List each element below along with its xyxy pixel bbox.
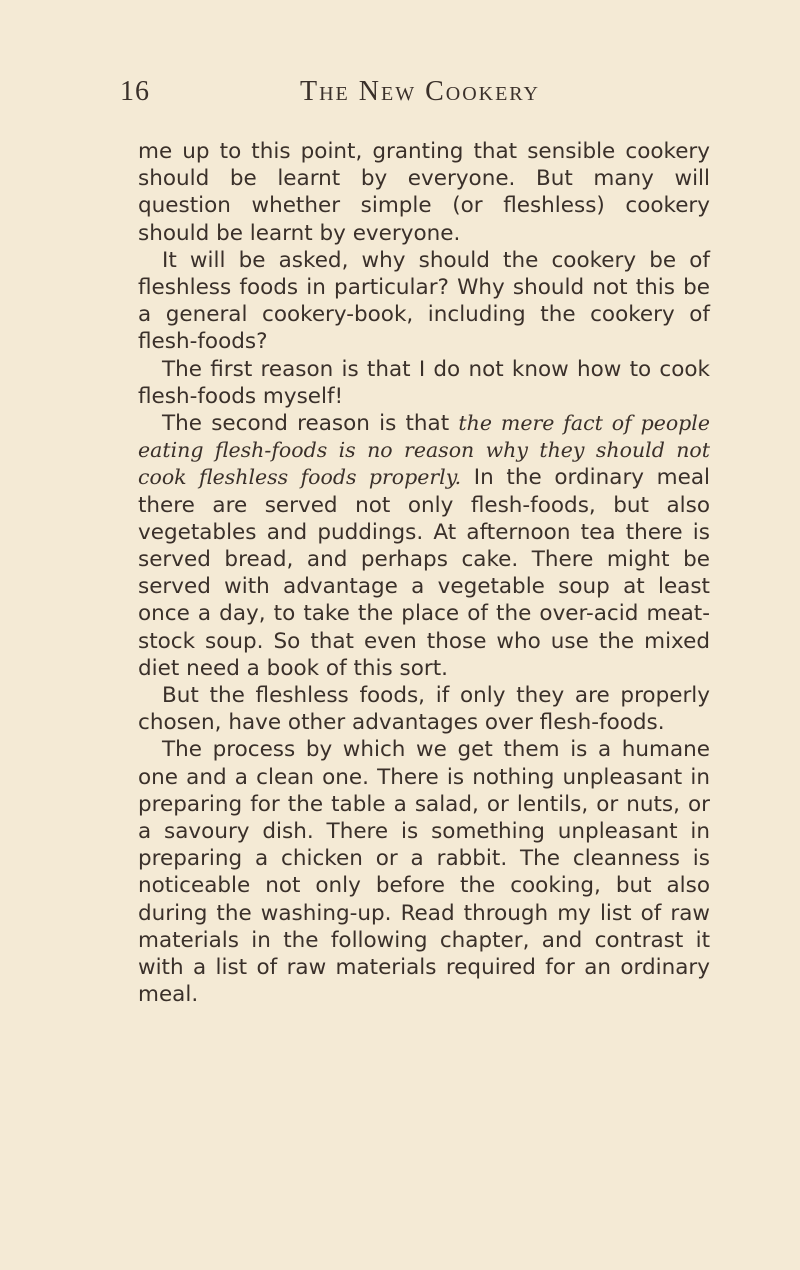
running-title: The New Cookery [300, 76, 540, 107]
body-text [138, 138, 710, 1009]
paragraph-1: me up to this point, granting that sensible cookery should be learnt by everyone. But many will question whether simple (or fleshless) cookery should be learnt by everyone. [138, 139, 710, 246]
paragraph-4 [138, 410, 710, 682]
paragraph-4-emphasis: the mere fact of people eating flesh-foods is no reason why they should not cook fleshless foods properly. [138, 411, 710, 490]
paragraph-2: It will be asked, why should the cookery be of fleshless foods in particular? Why should not this be a general cookery-book, including the cookery of flesh-foods? [138, 247, 710, 355]
paragraph-4-rest: In the ordinary meal there are served not only flesh-foods, but also vegetables and puddings. At afternoon tea there is served bread, and perhaps cake. There might be served with advantage a vegetable soup at least once a day, to take the place of the over-acid meat-stock soup. So that even those who use the mixed diet need a book of this sort. [138, 465, 711, 681]
paragraph-5: But the fleshless foods, if only they are properly chosen, have other advantages over flesh-foods. [138, 683, 710, 736]
paragraph-3: The first reason is that I do not know how to cook flesh-foods myself! [138, 356, 710, 409]
page-number: 16 [120, 76, 150, 107]
paragraph-4-lead: The second reason is that [162, 411, 459, 437]
paragraph-6: The process by which we get them is a humane one and a clean one. There is nothing unpleasant in preparing for the table a salad, or lentils, or nuts, or a savoury dish. There is something unpleasant in preparing a chicken or a rabbit. The cleanness is noticeable not only before the cooking, but also during the washing-up. Read through my list of raw materials in the following chapter, and contrast it with a list of raw materials required for an ordinary meal. [138, 737, 710, 1008]
page-header [120, 76, 720, 116]
